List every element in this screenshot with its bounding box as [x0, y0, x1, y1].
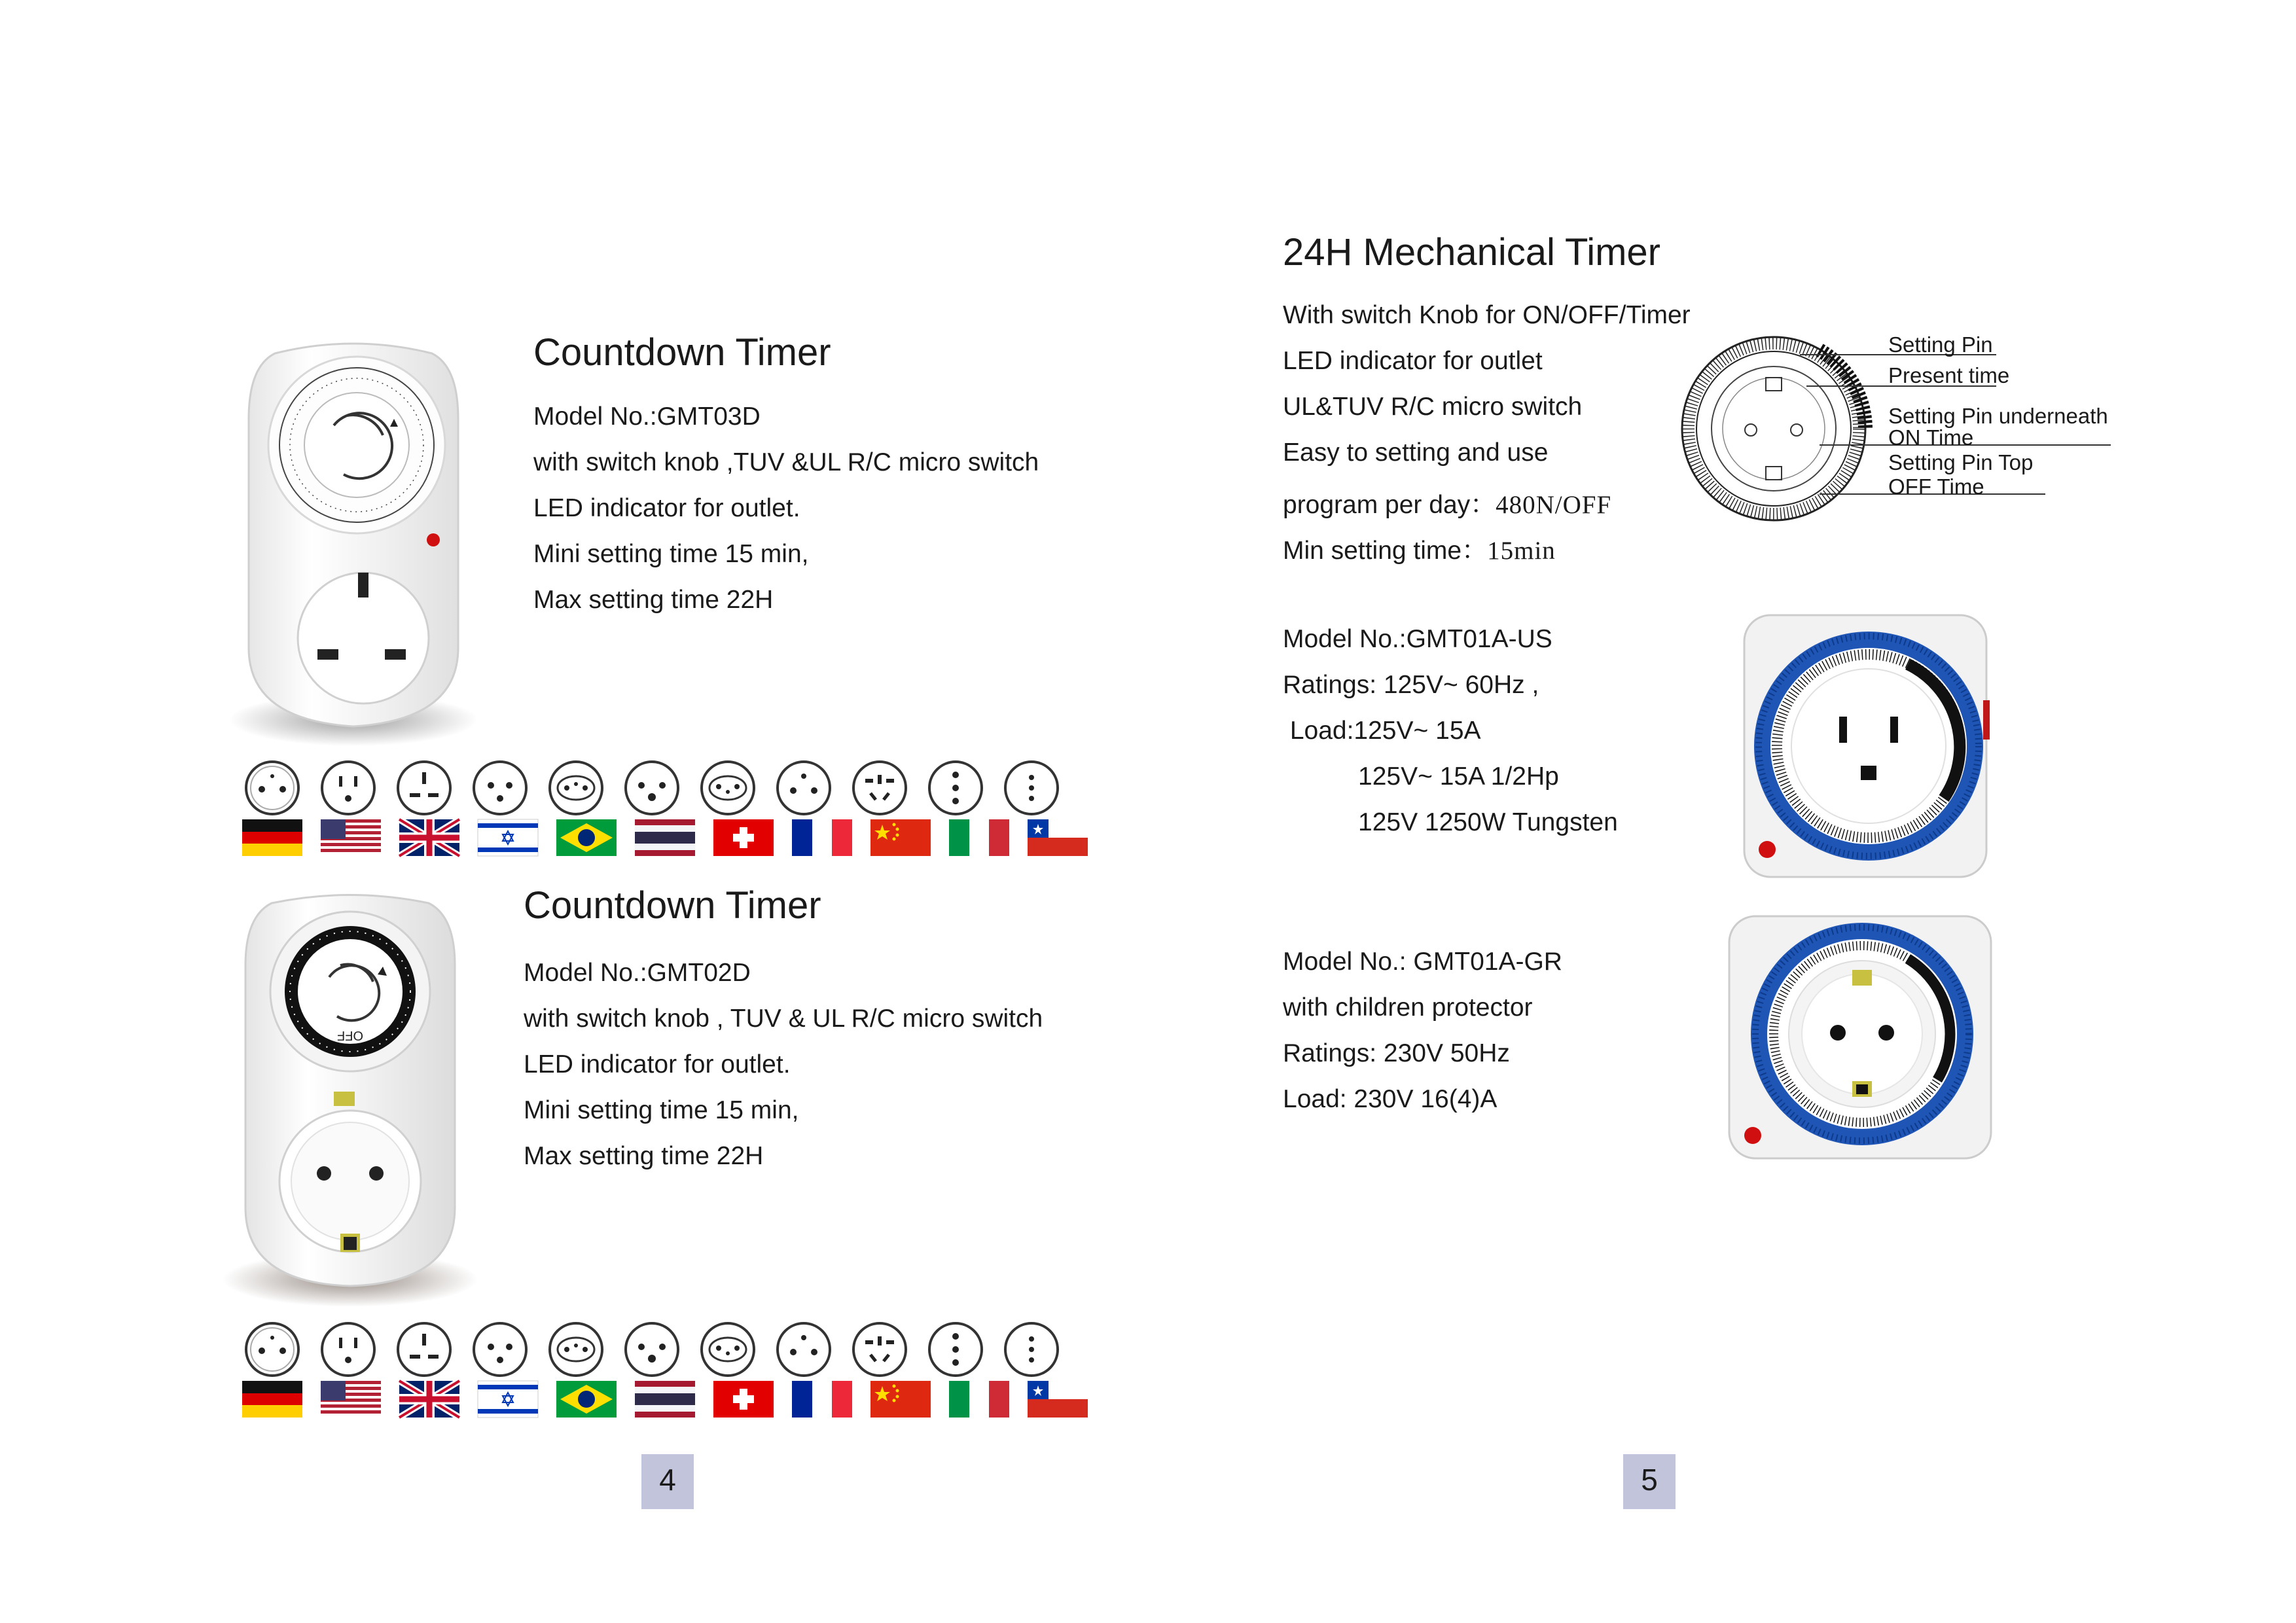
gr-spec-line: Ratings: 230V 50Hz: [1283, 1039, 1510, 1067]
knob-off-label: OFF: [337, 1028, 363, 1043]
setting-pin-underneath-label: Setting Pin underneath: [1888, 404, 2108, 428]
gmt03d-title: Countdown Timer: [533, 331, 831, 374]
socket-france-icon: [775, 1321, 833, 1378]
feature-line: LED indicator for outlet: [1283, 347, 1543, 375]
us-spec-line: Load:125V~ 15A: [1283, 717, 1481, 745]
socket-thailand-icon: [623, 759, 681, 817]
gmt03d-spec-line: LED indicator for outlet.: [533, 494, 800, 522]
gmt02d-spec-line: LED indicator for outlet.: [524, 1050, 791, 1079]
min-setting-value: 15min: [1487, 537, 1556, 565]
flag-switzerland-icon: [713, 819, 774, 856]
program-label: program per day：: [1283, 491, 1496, 519]
socket-uk-icon: [395, 1321, 453, 1378]
country-flags: [242, 819, 1088, 856]
min-setting-label: Min setting time：: [1283, 537, 1488, 565]
gmt03d-spec-line: Mini setting time 15 min,: [533, 540, 809, 568]
mechanical-timer-features: [1283, 301, 1691, 576]
socket-usa-icon: [319, 1321, 377, 1378]
on-time-label: ON Time: [1888, 425, 1974, 450]
gmt02d-spec-line: Mini setting time 15 min,: [524, 1096, 799, 1124]
feature-line: With switch Knob for ON/OFF/Timer: [1283, 301, 1691, 329]
flag-brazil-icon: [556, 819, 617, 856]
socket-brazil-icon: [547, 759, 605, 817]
gmt02d-spec-line: with switch knob , TUV & UL R/C micro switch: [524, 1005, 1043, 1033]
gmt02d-title: Countdown Timer: [524, 884, 821, 927]
socket-france-icon: [775, 759, 833, 817]
present-time-label: Present time: [1888, 363, 2010, 387]
setting-pin-label: Setting Pin: [1888, 332, 1993, 357]
min-setting-line: [1283, 530, 1691, 576]
gr-spec-line: with children protector: [1283, 993, 1533, 1022]
flag-usa-icon: [321, 819, 381, 856]
gmt02d-spec-line: Max setting time 22H: [524, 1142, 764, 1170]
gmt01a-gr-product-image: [1721, 910, 1996, 1165]
socket-switzerland-icon: [699, 759, 757, 817]
flag-israel-icon: [478, 1381, 538, 1418]
flag-brazil-icon: [556, 1381, 617, 1418]
flag-israel-icon: [478, 819, 538, 856]
socket-switzerland-icon: [699, 1321, 757, 1378]
flag-france-icon: [792, 1381, 852, 1418]
gmt03d-specs: [533, 402, 1039, 632]
mechanical-timer-title: 24H Mechanical Timer: [1283, 231, 1660, 274]
gmt02d-spec-line: Model No.:GMT02D: [524, 959, 751, 987]
flag-france-icon: [792, 819, 852, 856]
socket-chile-icon: [1003, 759, 1060, 817]
us-spec-line: Ratings: 125V~ 60Hz ,: [1283, 671, 1539, 699]
gmt03d-spec-line: Max setting time 22H: [533, 586, 774, 614]
socket-usa-icon: [319, 759, 377, 817]
socket-italy-icon: [927, 759, 984, 817]
gmt03d-spec-line: with switch knob ,TUV &UL R/C micro switch: [533, 448, 1039, 476]
flag-germany-icon: [242, 819, 302, 856]
flag-uk-icon: [399, 819, 459, 856]
off-time-label: OFF Time: [1888, 474, 1984, 499]
country-flags: [242, 1381, 1088, 1418]
gmt01a-gr-specs: [1283, 948, 1562, 1131]
gmt03d-product-image: [229, 340, 478, 759]
socket-israel-icon: [471, 1321, 529, 1378]
gmt01a-us-specs: [1283, 625, 1618, 854]
flag-chile-icon: [1028, 1381, 1088, 1418]
flag-switzerland-icon: [713, 1381, 774, 1418]
socket-china-icon: [851, 1321, 908, 1378]
flag-italy-icon: [949, 1381, 1009, 1418]
page-number-left: 4: [641, 1454, 694, 1509]
setting-pin-top-label: Setting Pin Top: [1888, 450, 2034, 474]
flag-italy-icon: [949, 819, 1009, 856]
socket-germany-icon: [243, 759, 301, 817]
us-spec-line: 125V 1250W Tungsten: [1358, 808, 1618, 836]
socket-brazil-icon: [547, 1321, 605, 1378]
gmt02d-specs: [524, 959, 1043, 1188]
page-number-right: 5: [1623, 1454, 1676, 1509]
us-spec-line: Model No.:GMT01A-US: [1283, 625, 1552, 653]
feature-line: UL&TUV R/C micro switch: [1283, 393, 1583, 421]
socket-uk-icon: [395, 759, 453, 817]
us-spec-line: 125V~ 15A 1/2Hp: [1358, 762, 1559, 791]
socket-thailand-icon: [623, 1321, 681, 1378]
gmt01a-us-product-image: [1734, 609, 1996, 883]
socket-israel-icon: [471, 759, 529, 817]
dial-leader-lines: [1780, 327, 2238, 537]
flag-germany-icon: [242, 1381, 302, 1418]
flag-thailand-icon: [635, 819, 695, 856]
program-value: 480N/OFF: [1496, 491, 1612, 519]
socket-type-icons: [243, 759, 1060, 817]
flag-china-icon: [870, 1381, 931, 1418]
socket-italy-icon: [927, 1321, 984, 1378]
gmt03d-spec-line: Model No.:GMT03D: [533, 402, 761, 431]
flag-thailand-icon: [635, 1381, 695, 1418]
flag-usa-icon: [321, 1381, 381, 1418]
feature-line: Easy to setting and use: [1283, 438, 1549, 467]
socket-germany-icon: [243, 1321, 301, 1378]
socket-type-icons: [243, 1321, 1060, 1378]
socket-china-icon: [851, 759, 908, 817]
gr-spec-line: Load: 230V 16(4)A: [1283, 1085, 1498, 1113]
flag-uk-icon: [399, 1381, 459, 1418]
gmt02d-product-image: [226, 893, 475, 1312]
gr-spec-line: Model No.: GMT01A-GR: [1283, 948, 1562, 976]
socket-chile-icon: [1003, 1321, 1060, 1378]
program-per-day-line: [1283, 484, 1691, 530]
flag-chile-icon: [1028, 819, 1088, 856]
flag-china-icon: [870, 819, 931, 856]
